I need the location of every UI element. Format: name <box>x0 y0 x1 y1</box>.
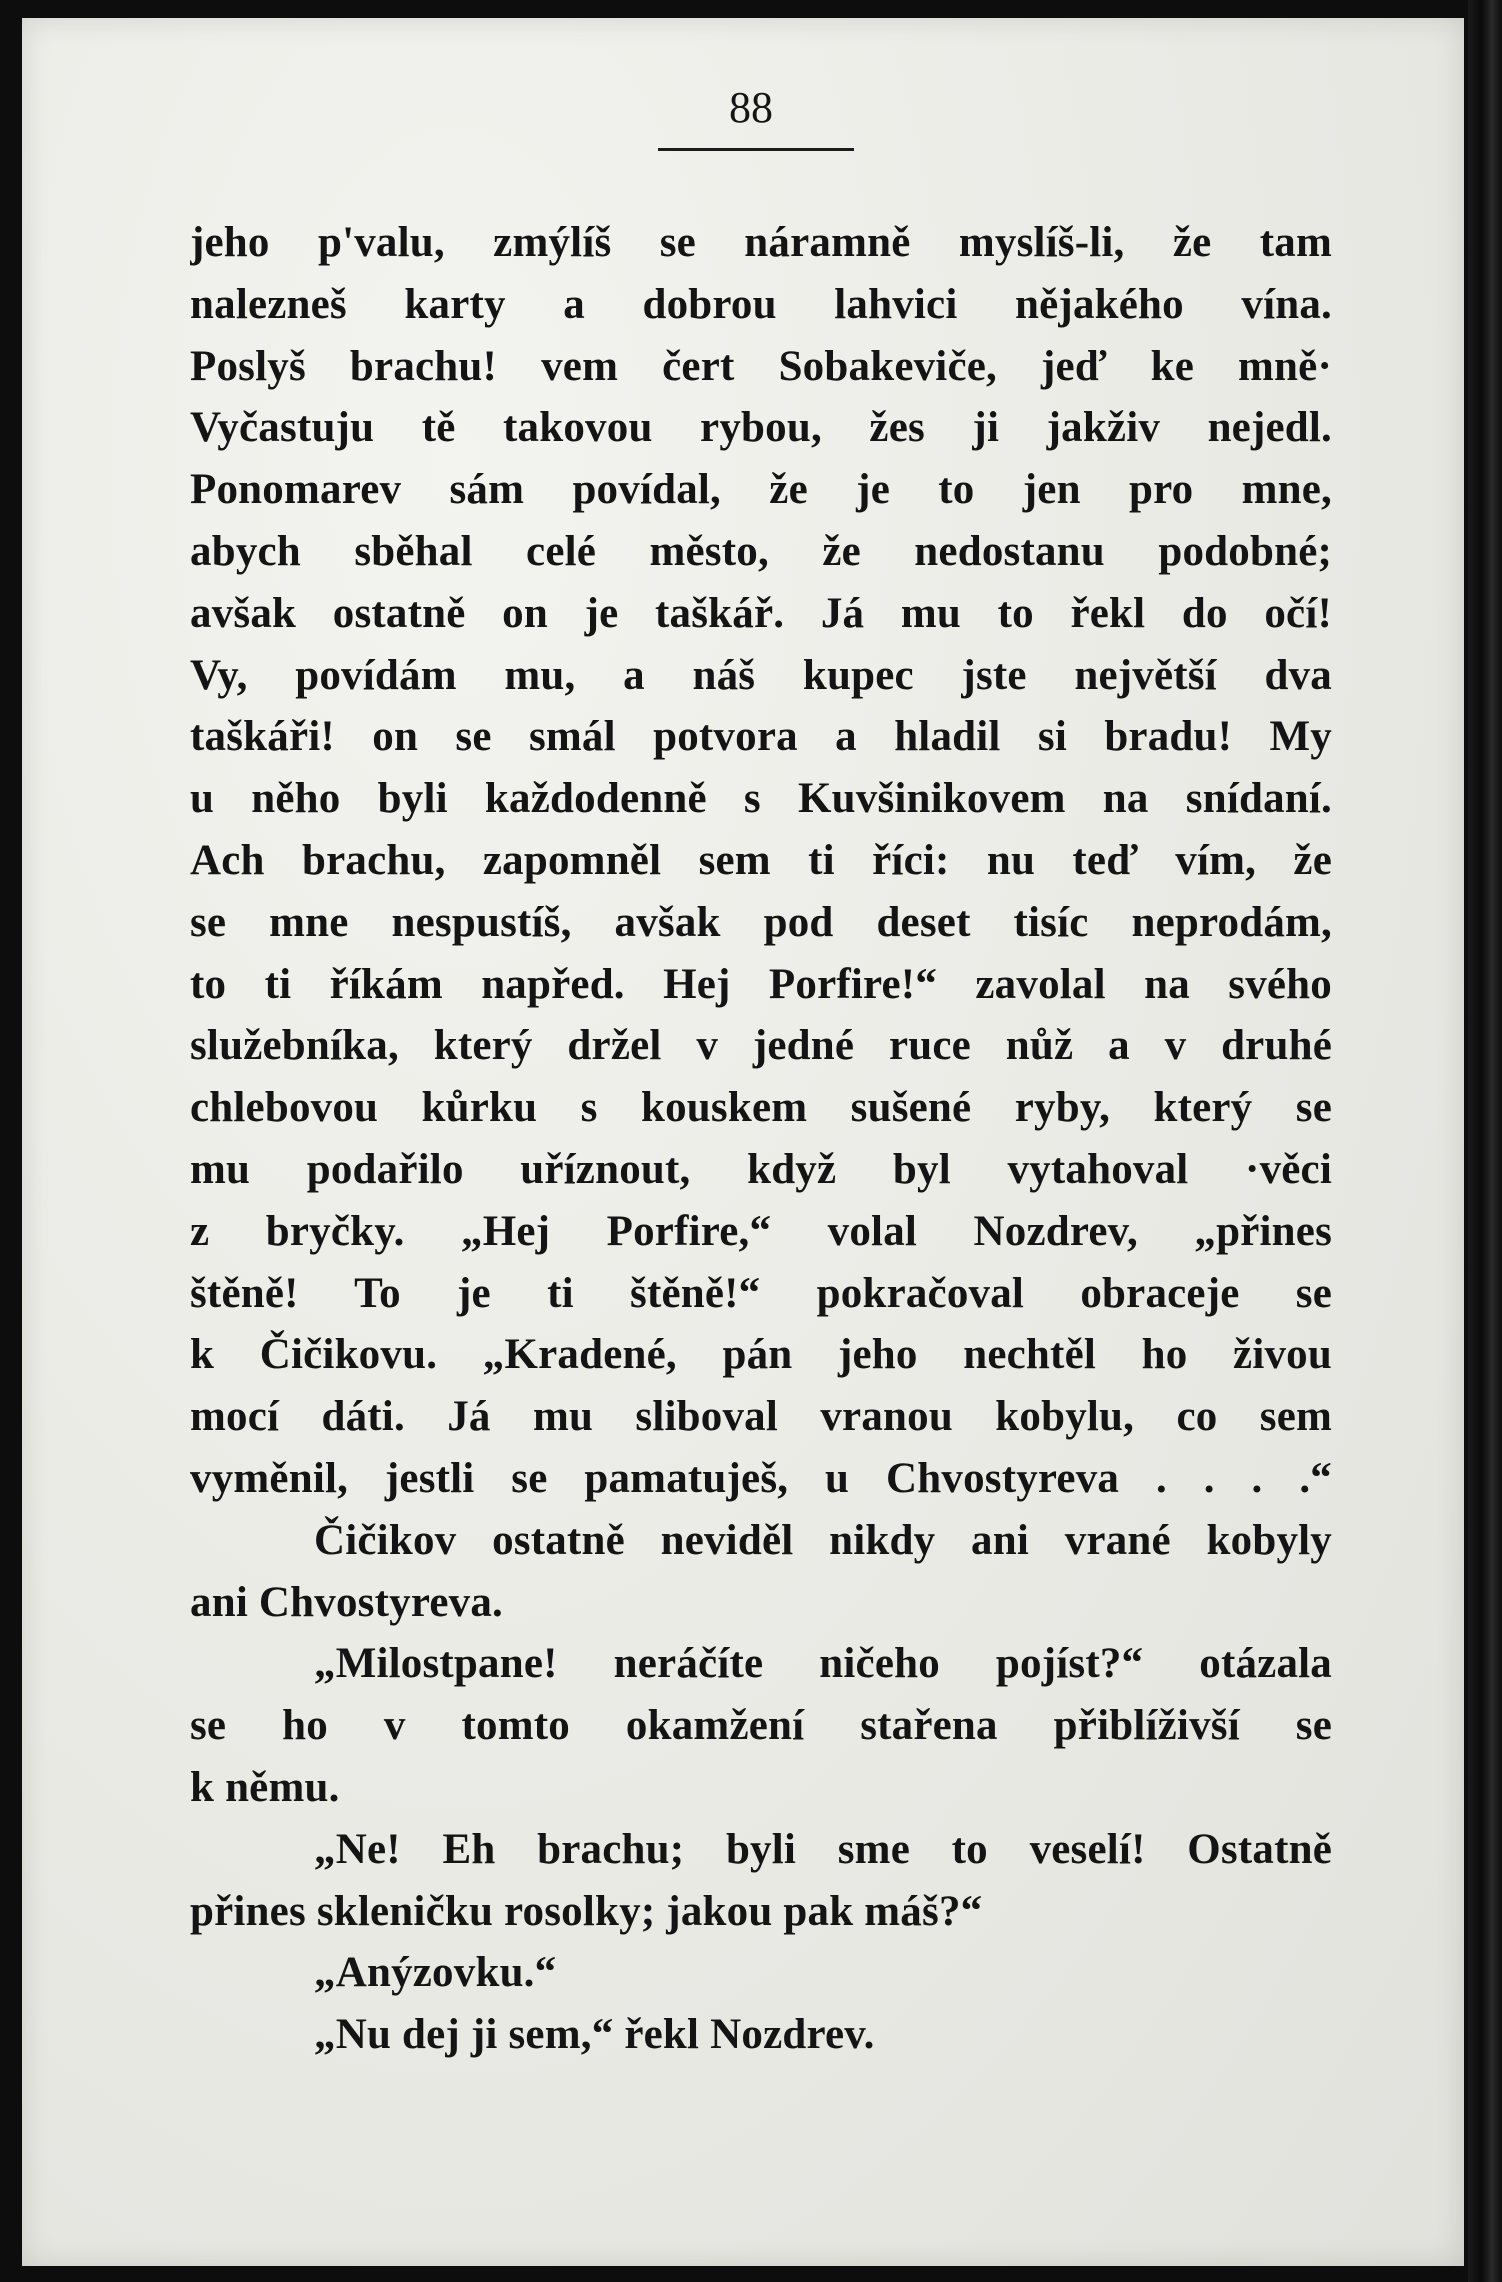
text-line: Vy, povídám mu, a náš kupec jste největší dva <box>190 651 1332 699</box>
text-line: taškáři! on se smál potvora a hladil si bradu! My <box>190 713 1332 761</box>
text-line: mu podařilo uříznout, když byl vytahoval ·věci <box>190 1145 1332 1193</box>
page-number: 88 <box>729 83 773 132</box>
text-line: služebníka, který držel v jedné ruce nůž a v druhé <box>190 1022 1332 1070</box>
text-line: Vyčastuju tě takovou rybou, žes ji jakživ nejedl. <box>190 404 1332 452</box>
body-text <box>190 212 1332 2066</box>
header-rule <box>658 148 854 151</box>
text-line: přines skleničku rosolky; jakou pak máš?“ <box>190 1887 983 1935</box>
page-edge-shadow <box>1468 0 1502 2282</box>
text-line: to ti říkám napřed. Hej Porfire!“ zavolal na svého <box>190 960 1332 1008</box>
text-line: u něho byli každodenně s Kuvšinikovem na snídaní. <box>190 775 1332 823</box>
text-line: k němu. <box>190 1763 340 1811</box>
text-line: „Anýzovku.“ <box>314 1949 557 1997</box>
text-line: chlebovou kůrku s kouskem sušené ryby, který se <box>190 1084 1332 1132</box>
text-line: Ponomarev sám povídal, že je to jen pro mne, <box>190 466 1332 514</box>
text-line: štěně! To je ti štěně!“ pokračoval obraceje se <box>190 1269 1332 1317</box>
text-line: mocí dáti. Já mu sliboval vranou kobylu, co sem <box>190 1393 1332 1441</box>
text-line: „Milostpane! neráčíte ničeho pojíst?“ otázala <box>314 1640 1332 1688</box>
text-line: nalezneš karty a dobrou lahvici nějakého vína. <box>190 280 1332 328</box>
text-line: Čičikov ostatně neviděl nikdy ani vrané kobyly <box>314 1516 1332 1564</box>
text-line: vyměnil, jestli se pamatuješ, u Chvostyreva . . . .“ <box>190 1454 1332 1502</box>
text-line: Poslyš brachu! vem čert Sobakeviče, jeď ke mně· <box>190 342 1332 390</box>
text-line: se mne nespustíš, avšak pod deset tisíc neprodám, <box>190 898 1332 946</box>
text-line: avšak ostatně on je taškář. Já mu to řekl do očí! <box>190 589 1332 637</box>
text-line: k Čičikovu. „Kradené, pán jeho nechtěl ho živou <box>190 1331 1332 1379</box>
text-line: ani Chvostyreva. <box>190 1578 503 1626</box>
text-line: z bryčky. „Hej Porfire,“ volal Nozdrev, „přines <box>190 1207 1332 1255</box>
text-line: jeho p'valu, zmýlíš se náramně myslíš-li, že tam <box>190 219 1332 266</box>
text-line: „Ne! Eh brachu; byli sme to veselí! Ostatně <box>314 1825 1332 1873</box>
text-line: se ho v tomto okamžení stařena přiblíživší se <box>190 1702 1332 1750</box>
text-line: Ach brachu, zapomněl sem ti říci: nu teď vím, že <box>190 836 1332 884</box>
text-line: abych sběhal celé město, že nedostanu podobné; <box>190 527 1332 575</box>
text-line: „Nu dej ji sem,“ řekl Nozdrev. <box>314 2011 875 2059</box>
